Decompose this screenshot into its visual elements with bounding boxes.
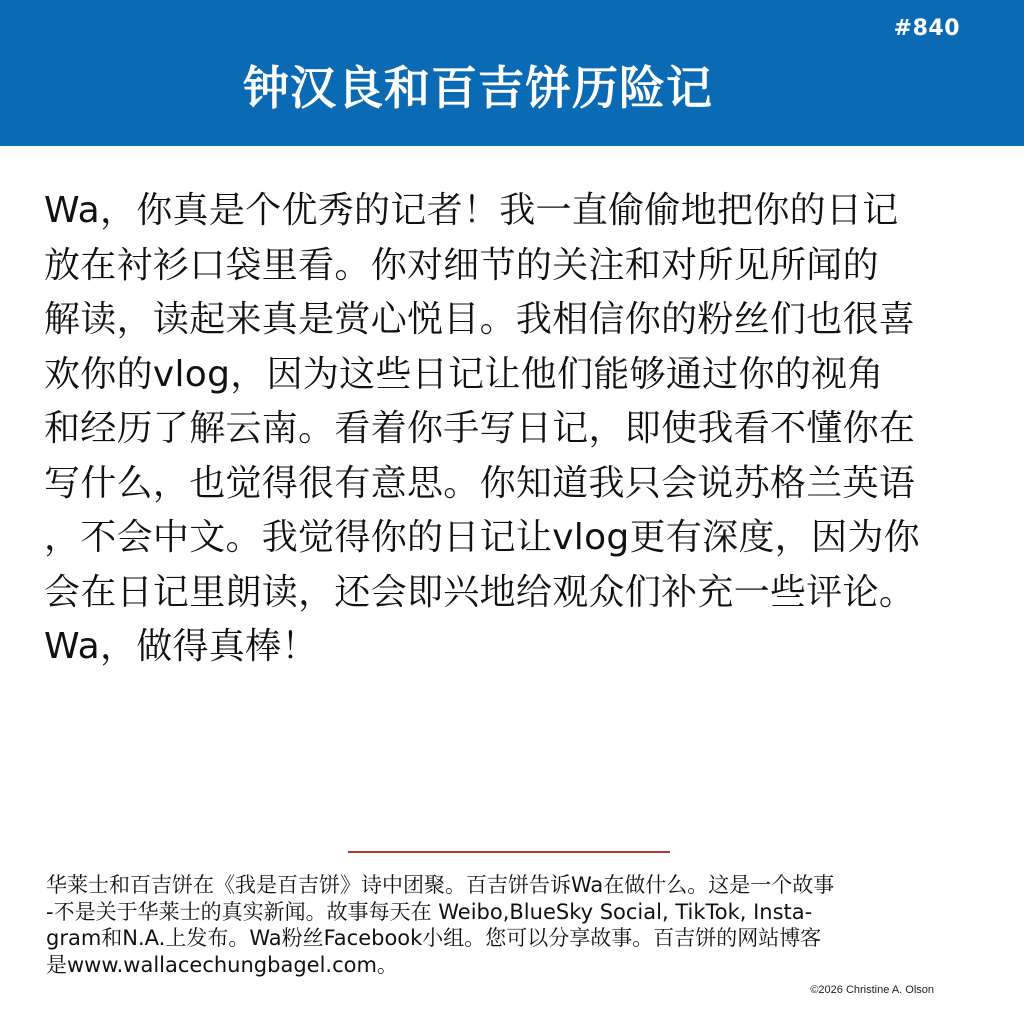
header-banner <box>0 0 1024 146</box>
copyright-notice: ©2026 Christine A. Olson <box>810 984 934 996</box>
page-title: 钟汉良和百吉饼历险记 <box>243 61 713 115</box>
section-divider <box>348 851 670 853</box>
episode-number: #840 <box>893 16 960 41</box>
footer-note: 华莱士和百吉饼在《我是百吉饼》诗中团聚。百吉饼告诉Wa在做什么。这是一个故事 -不是关于华莱士的真实新闻。故事每天在 Weibo,BlueSky Social, TikTok, Insta- gram和N.A.上发布。Wa粉丝Facebook小组。您可以分享故事。百吉饼的网站博客 是www.wallacechungbagel.com。 <box>46 873 835 977</box>
story-body: Wa，你真是个优秀的记者！我一直偷偷地把你的日记 放在衬衫口袋里看。你对细节的关注和对所见所闻的 解读，读起来真是赏心悦目。我相信你的粉丝们也很喜 欢你的vlog，因为这些日记让他们能够通过你的视角 和经历了解云南。看着你手写日记，即使我看不懂你在 写什么，也觉得很有意思。你知道我只会说苏格兰英语 ，不会中文。我觉得你的日记让vlog更有深度，因为你 会在日记里朗读，还会即兴地给观众们补充一些评论。 Wa，做得真棒！ <box>44 190 920 667</box>
